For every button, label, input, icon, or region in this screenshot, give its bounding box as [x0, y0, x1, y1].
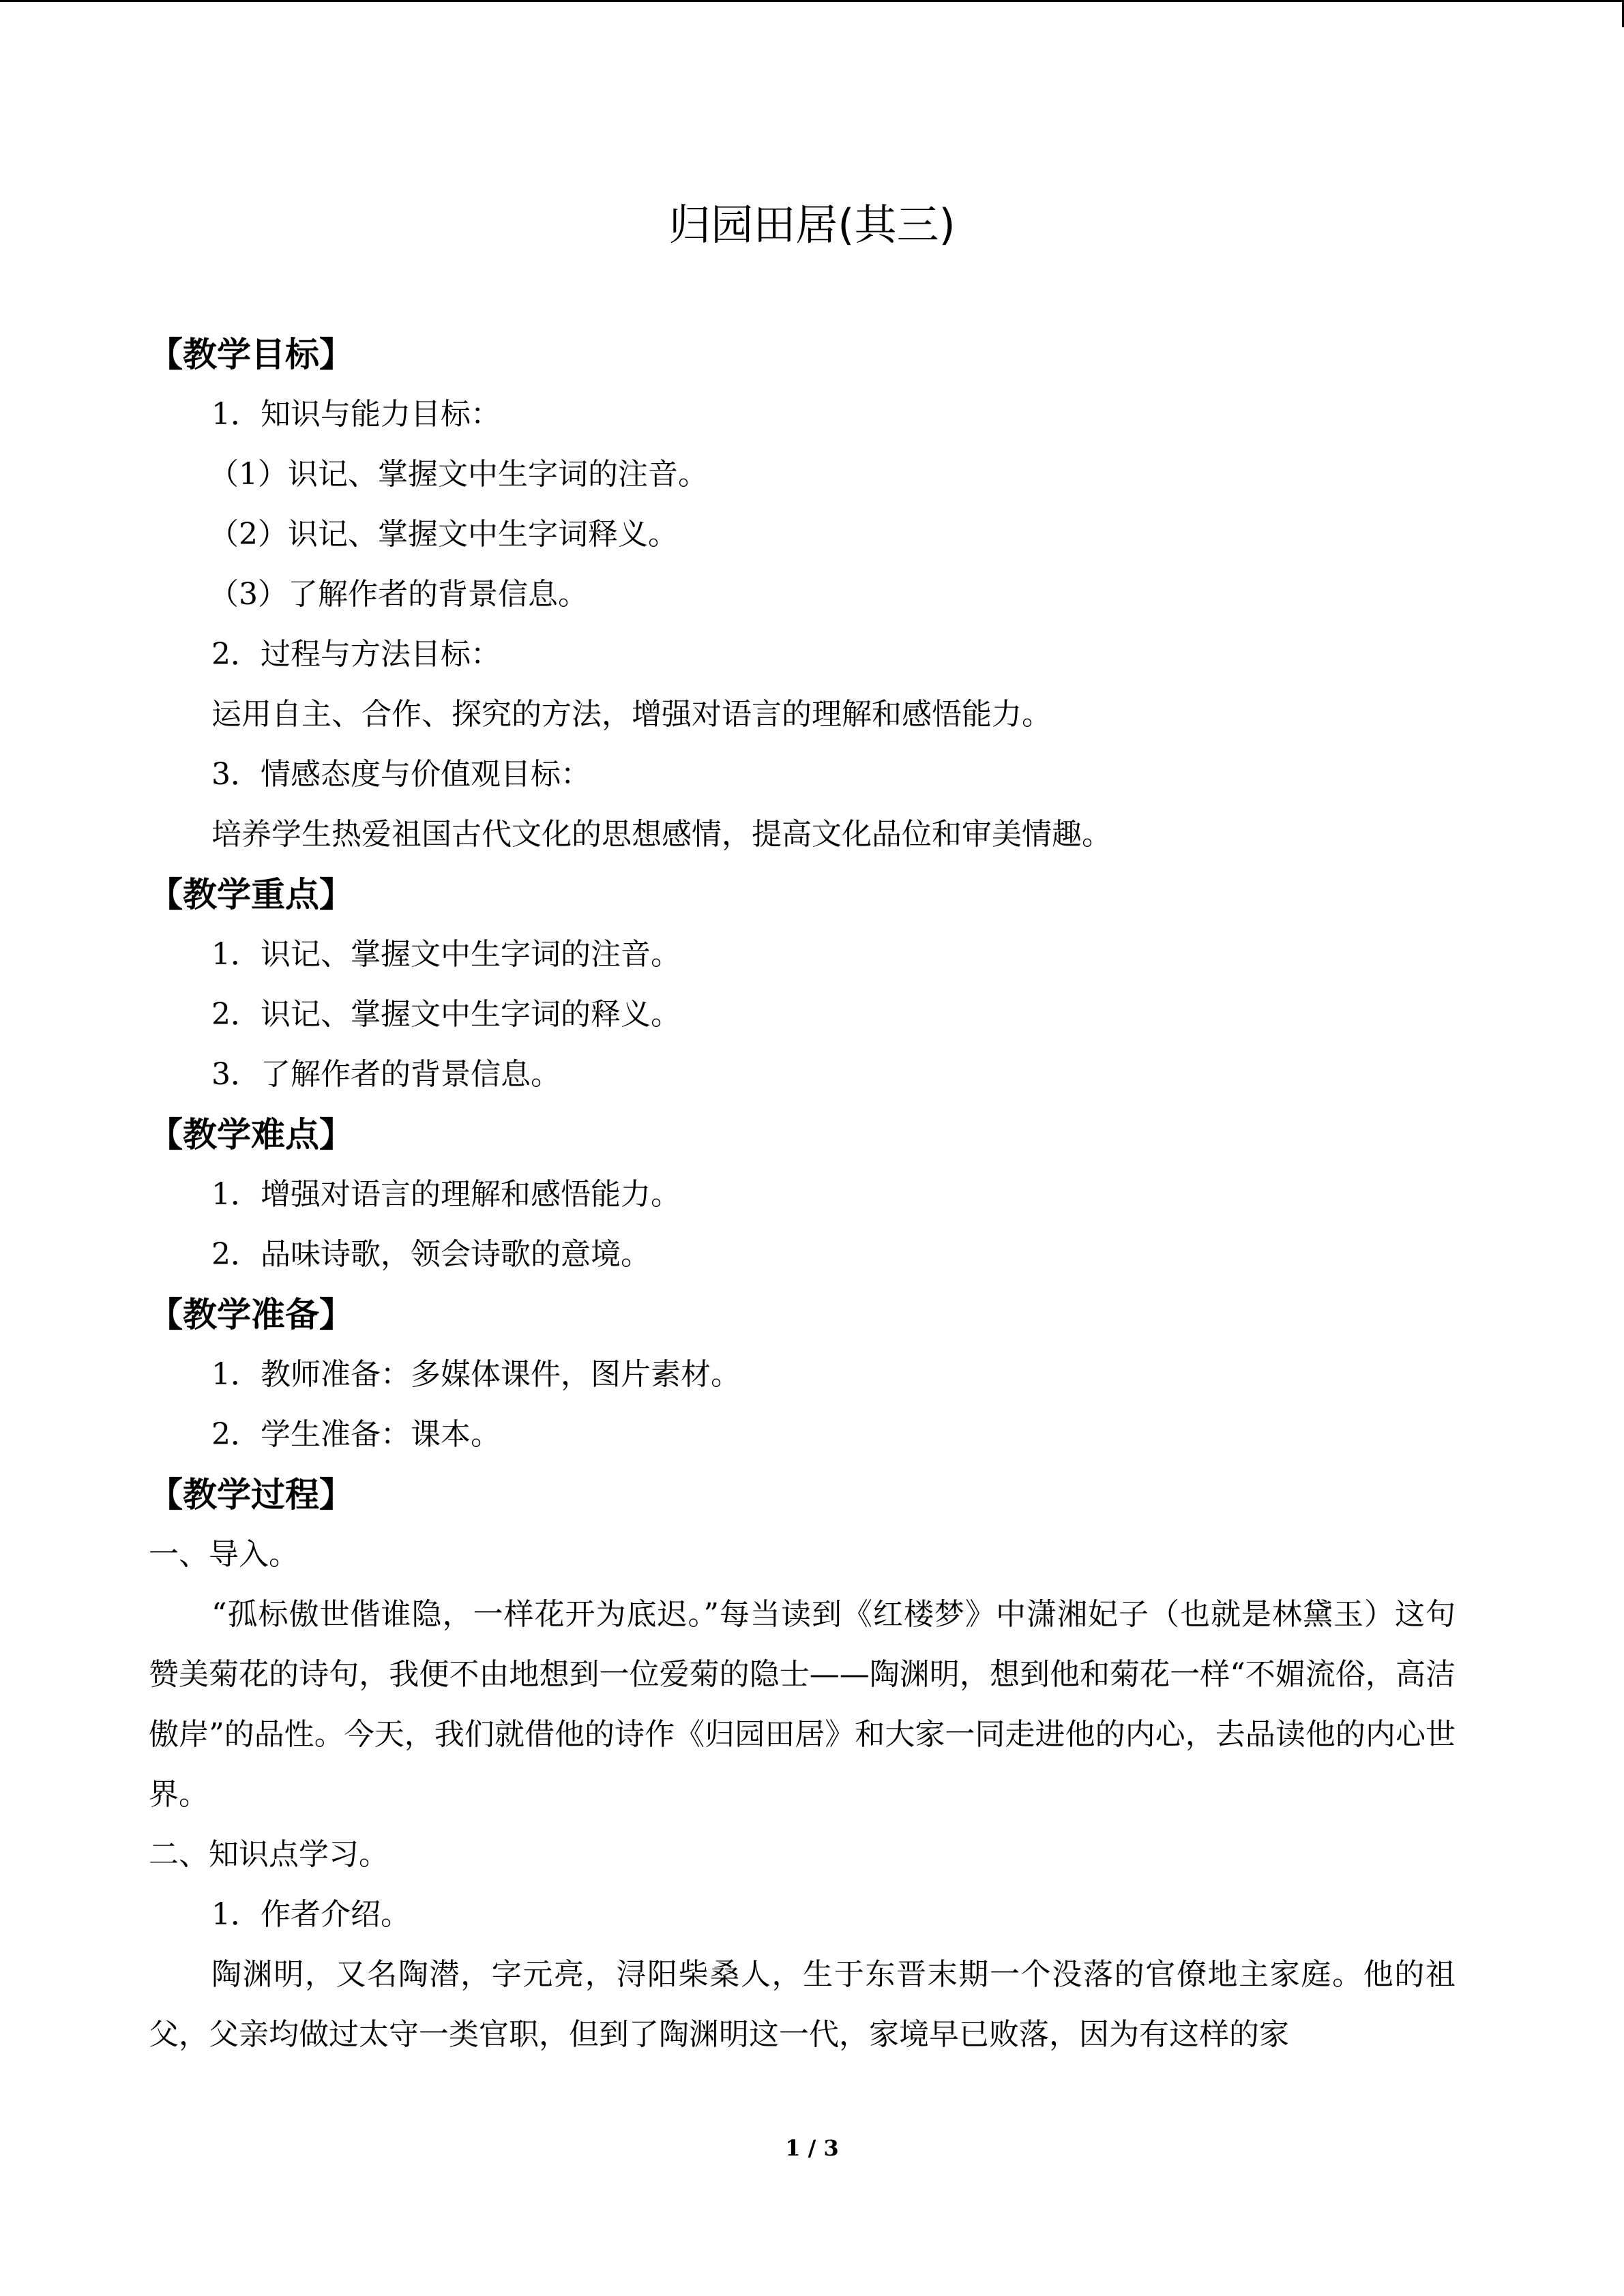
- section-heading-objectives: 【教学目标】: [149, 335, 353, 374]
- process-step-1: 一、导入。: [149, 1537, 299, 1572]
- page-top-border: [0, 0, 1624, 2]
- objective-item-3: 3．情感态度与价值观目标：: [211, 757, 591, 792]
- section-heading-key-points: 【教学重点】: [149, 875, 353, 914]
- difficulty-item: 1．增强对语言的理解和感悟能力。: [211, 1177, 681, 1212]
- key-point-item: 3．了解作者的背景信息。: [211, 1057, 561, 1092]
- section-heading-difficulties: 【教学难点】: [149, 1115, 353, 1154]
- author-paragraph: 陶渊明，又名陶潜，字元亮，浔阳柴桑人，生于东晋末期一个没落的官僚地主家庭。他的祖父，父亲均做过太守一类官职，但到了陶渊明这一代，家境早已败落，因为有这样的家: [149, 1957, 1456, 2052]
- objective-item-2: 2．过程与方法目标：: [211, 637, 501, 672]
- key-point-item: 1．识记、掌握文中生字词的注音。: [211, 937, 681, 972]
- document-body: [149, 325, 1456, 2065]
- objective-sub-3: （3）了解作者的背景信息。: [209, 577, 588, 612]
- objective-item-2-text: 运用自主、合作、探究的方法，增强对语言的理解和感悟能力。: [211, 697, 1052, 732]
- difficulty-item: 2．品味诗歌，领会诗歌的意境。: [211, 1237, 651, 1272]
- preparation-item: 2．学生准备：课本。: [211, 1417, 501, 1452]
- preparation-item: 1．教师准备：多媒体课件，图片素材。: [211, 1357, 741, 1392]
- section-heading-preparation: 【教学准备】: [149, 1295, 353, 1335]
- process-step-2: 二、知识点学习。: [149, 1837, 389, 1872]
- objective-item-3-text: 培养学生热爱祖国古代文化的思想感情，提高文化品位和审美情趣。: [211, 817, 1112, 852]
- process-sub-step-1: 1．作者介绍。: [211, 1897, 411, 1932]
- intro-paragraph: “孤标傲世偕谁隐，一样花开为底迟。”每当读到《红楼梦》中潇湘妃子（也就是林黛玉）这句赞美菊花的诗句，我便不由地想到一位爱菊的隐士——陶渊明，想到他和菊花一样“不媚流俗，高洁傲岸”的品性。今天，我们就借他的诗作《归园田居》和大家一同走进他的内心，去品读他的内心世界。: [149, 1597, 1456, 1812]
- section-heading-process: 【教学过程】: [149, 1475, 353, 1515]
- objective-item-1: 1．知识与能力目标：: [211, 397, 501, 432]
- objective-sub-2: （2）识记、掌握文中生字词释义。: [209, 517, 678, 552]
- key-point-item: 2．识记、掌握文中生字词的释义。: [211, 997, 681, 1032]
- objective-sub-1: （1）识记、掌握文中生字词的注音。: [209, 457, 708, 492]
- page-title: 归园田居(其三): [668, 200, 956, 250]
- page-number: 1 / 3: [785, 2135, 839, 2161]
